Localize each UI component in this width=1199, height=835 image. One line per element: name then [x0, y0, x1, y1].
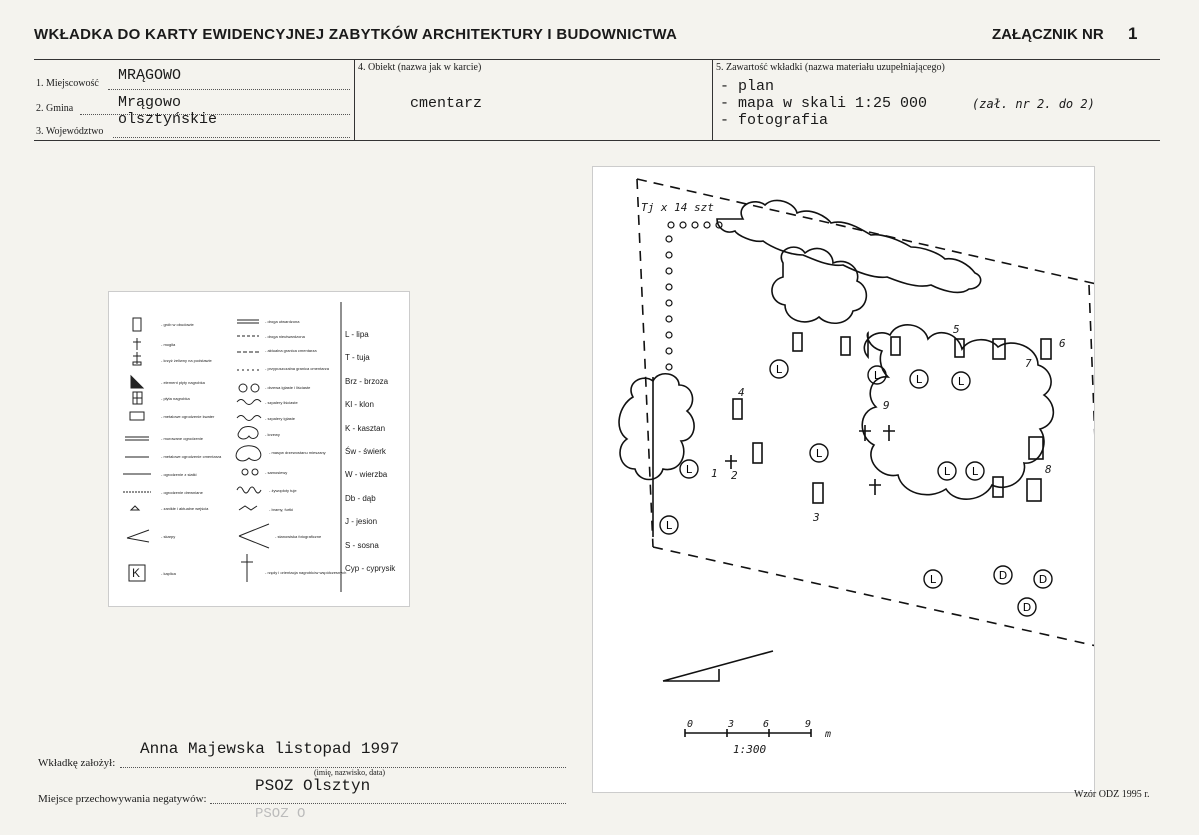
tree-key-9: J - jesion [345, 517, 378, 527]
page-title: WKŁADKA DO KARTY EWIDENCYJNEJ ZABYTKÓW ARCHITEKTURY I BUDOWNICTWA [34, 26, 678, 43]
tree-marker-letter: L [815, 447, 823, 460]
tree-marker-letter: L [873, 369, 881, 382]
tree-key-7: W - wierzba [345, 470, 388, 480]
legend-mid-6: - szpalery liściaste [265, 400, 298, 405]
legend-mid-14: - rzędy i orientacja nagrobków współczesnych [265, 570, 347, 575]
tree-key-6: Św - świerk [345, 447, 386, 457]
photo-number-4: 4 [738, 386, 745, 399]
photo-number-5: 5 [953, 323, 960, 336]
legend-mid-8: - krzewy [265, 432, 280, 437]
tree-marker-letter: L [943, 465, 951, 478]
photo-number-8: 8 [1045, 463, 1052, 476]
legend-kaplica-symbol: K [132, 566, 141, 580]
annex-number: 1 [1128, 24, 1138, 43]
tree-key-1: L - lipa [345, 330, 369, 339]
legend-left-8: - metalowe ogrodzenie cmentarza [161, 454, 222, 459]
legend-left-5: - płyta nagrobka [161, 396, 190, 401]
plan-tuja-note: Tj x 14 szt [641, 201, 714, 214]
zawartosc-label: 5. Zawartość wkładki (nazwa materiału uzupełniającego) [716, 62, 945, 73]
obiekt-label: 4. Obiekt (nazwa jak w karcie) [358, 62, 482, 73]
photo-number-7: 7 [1025, 357, 1032, 370]
legend-left-12: - skarpy [161, 534, 176, 539]
scale-tick-6: 6 [763, 719, 770, 730]
tree-marker-letter: L [775, 363, 783, 376]
miejscowosc-value: MRĄGOWO [118, 67, 182, 84]
legend-mid-13: - stanowiska fotograficzne [275, 534, 322, 539]
form-version: Wzór ODZ 1995 r. [1074, 789, 1150, 800]
legend-left-11: - zanikłe i aktualne wejścia [161, 506, 209, 511]
tree-marker-letter: L [915, 373, 923, 386]
photo-number-3: 3 [813, 511, 820, 524]
legend-left-1: - grób w obudowie [161, 322, 194, 327]
founder-label: Wkładkę założył: [38, 757, 116, 769]
legend-mid-12: - bramy, furtki [269, 507, 294, 512]
scale-tick-3: 3 [728, 719, 735, 730]
cemetery-plan [592, 166, 1095, 793]
tree-marker-letter: L [957, 375, 965, 388]
scale-tick-9: 9 [805, 719, 812, 730]
tree-marker-letter: L [971, 465, 979, 478]
scale-ratio: 1:300 [733, 743, 767, 756]
legend-left-2: - mogiła [161, 342, 176, 347]
storage-value: PSOZ Olsztyn [255, 777, 371, 795]
wojewodztwo-value: olsztyńskie [118, 111, 218, 128]
tree-marker-letter: D [1022, 601, 1032, 614]
scale-tick-0: 0 [687, 719, 694, 730]
miejscowosc-label: 1. Miejscowość [36, 78, 99, 89]
storage-dots [210, 803, 566, 804]
tree-key-10: S - sosna [345, 540, 379, 550]
legend-left-4: - element płyty nagrobka [161, 380, 205, 385]
legend-left-9: - ogrodzenie z siatki [161, 472, 197, 477]
legend-mid-4: - przypuszczalna granica cmentarza [265, 366, 330, 371]
wojewodztwo-label: 3. Województwo [36, 126, 104, 137]
tree-marker-letter: D [1038, 573, 1048, 586]
stamp-faded: PSOZ O [255, 806, 306, 822]
tree-key-2: T - tuja [345, 353, 370, 363]
tree-key-8: Db - dąb [345, 493, 376, 503]
tree-marker-letter: D [998, 569, 1008, 582]
legend-mid-1: - droga utwardzona [265, 319, 300, 324]
legend-mid-9: - masyw drzewostanu mieszany [269, 450, 326, 455]
legend-tree-key [345, 323, 395, 580]
obiekt-value: cmentarz [410, 95, 483, 112]
zawartosc-note: (zał. nr 2. do 2) [972, 97, 1095, 111]
tree-marker-letter: L [685, 463, 693, 476]
photo-number-9: 9 [883, 399, 890, 412]
form-bottom-rule [34, 140, 1160, 141]
founder-caption: (imię, nazwisko, data) [314, 768, 386, 777]
scale-unit: m [825, 729, 832, 740]
legend-mid-11: - żywopłoty tuje [269, 488, 297, 493]
founder-value: Anna Majewska listopad 1997 [140, 740, 400, 758]
legend-mid-5: - drzewa iglaste i liściaste [265, 385, 311, 390]
tree-key-11: Cyp - cyprysik [345, 564, 396, 574]
zawartosc-item-2: - mapa w skali 1:25 000 [720, 95, 928, 112]
form-divider-1 [354, 59, 355, 140]
photo-number-6: 6 [1059, 337, 1066, 350]
storage-label: Miejsce przechowywania negatywów: [38, 793, 207, 805]
legend-mid-10: - samosiewy [265, 470, 288, 475]
photo-number-1: 1 [711, 467, 718, 480]
tree-key-4: Kl - klon [345, 400, 374, 410]
legend-mid-3: - aktualna granica cmentarza [265, 348, 317, 353]
plan-drawing [593, 167, 1094, 792]
gmina-value: Mrągowo [118, 94, 182, 111]
tree-marker-letter: L [665, 519, 673, 532]
legend-left-6: - metalowe ogrodzenie kwater [161, 414, 215, 419]
annex-label: ZAŁĄCZNIK NR [992, 26, 1104, 43]
legend-left-10: - ogrodzenie drewniane [161, 490, 203, 495]
zawartosc-item-1: - plan [720, 78, 775, 95]
gmina-label: 2. Gmina [36, 103, 74, 114]
tree-key-5: K - kasztan [345, 423, 386, 433]
form-top-rule [34, 59, 1160, 60]
photo-number-2: 2 [731, 469, 738, 482]
tree-marker-letter: L [929, 573, 937, 586]
legend-left-3: - krzyż żeliwny na podstawie [161, 358, 212, 363]
legend-mid-7: - szpalery iglaste [265, 416, 296, 421]
form-divider-2 [712, 59, 713, 140]
legend-mid-2: - droga nieutwardzona [265, 334, 305, 339]
zawartosc-item-3: - fotografia [720, 112, 829, 129]
legend-left-13: - kaplica [161, 571, 176, 576]
tree-key-3: Brz - brzoza [345, 376, 389, 386]
legend-left-7: - murowane ogrodzenie [161, 436, 204, 441]
miejscowosc-dots [108, 89, 350, 90]
wojewodztwo-dots [113, 137, 350, 138]
